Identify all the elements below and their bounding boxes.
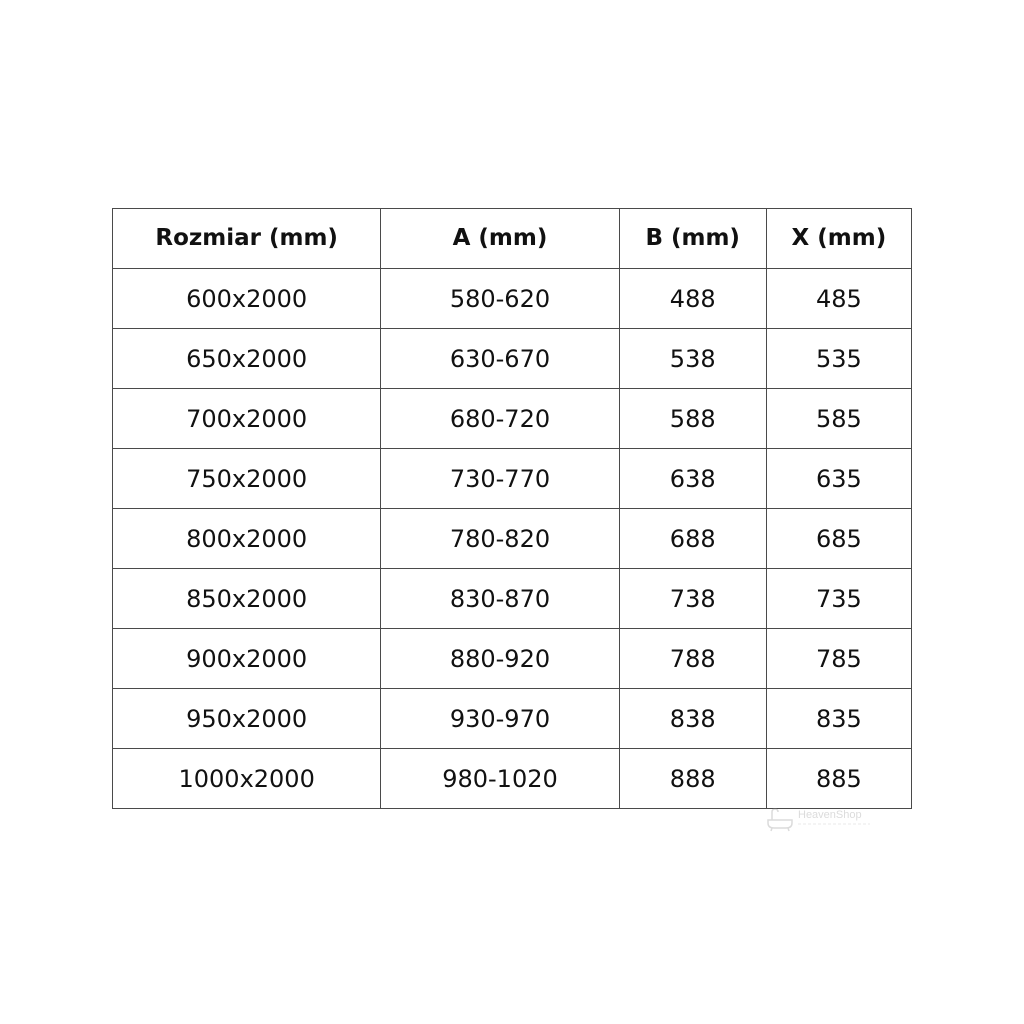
- cell-a: 880-920: [381, 629, 619, 689]
- cell-x: 485: [766, 269, 911, 329]
- cell-x: 585: [766, 389, 911, 449]
- table-row: [113, 269, 912, 329]
- header-x: X (mm): [766, 209, 911, 269]
- cell-b: 638: [619, 449, 766, 509]
- cell-size: 750x2000: [113, 449, 381, 509]
- cell-x: 735: [766, 569, 911, 629]
- table-row: [113, 449, 912, 509]
- cell-size: 850x2000: [113, 569, 381, 629]
- cell-x: 635: [766, 449, 911, 509]
- header-size: Rozmiar (mm): [113, 209, 381, 269]
- bathtub-icon: [766, 806, 878, 832]
- cell-x: 885: [766, 749, 911, 809]
- cell-a: 930-970: [381, 689, 619, 749]
- cell-b: 738: [619, 569, 766, 629]
- cell-b: 688: [619, 509, 766, 569]
- cell-x: 785: [766, 629, 911, 689]
- cell-a: 580-620: [381, 269, 619, 329]
- cell-a: 980-1020: [381, 749, 619, 809]
- cell-b: 488: [619, 269, 766, 329]
- size-table: [112, 208, 912, 809]
- cell-size: 700x2000: [113, 389, 381, 449]
- cell-size: 900x2000: [113, 629, 381, 689]
- cell-a: 830-870: [381, 569, 619, 629]
- cell-b: 838: [619, 689, 766, 749]
- table-row: [113, 749, 912, 809]
- header-b: B (mm): [619, 209, 766, 269]
- cell-size: 650x2000: [113, 329, 381, 389]
- table-header-row: [113, 209, 912, 269]
- table-row: [113, 509, 912, 569]
- cell-b: 538: [619, 329, 766, 389]
- header-a: A (mm): [381, 209, 619, 269]
- watermark-logo: [766, 806, 878, 832]
- cell-a: 780-820: [381, 509, 619, 569]
- table-row: [113, 389, 912, 449]
- cell-b: 588: [619, 389, 766, 449]
- cell-size: 1000x2000: [113, 749, 381, 809]
- table-row: [113, 569, 912, 629]
- cell-x: 535: [766, 329, 911, 389]
- cell-x: 835: [766, 689, 911, 749]
- table-row: [113, 629, 912, 689]
- cell-a: 730-770: [381, 449, 619, 509]
- cell-a: 630-670: [381, 329, 619, 389]
- cell-x: 685: [766, 509, 911, 569]
- cell-b: 888: [619, 749, 766, 809]
- cell-a: 680-720: [381, 389, 619, 449]
- cell-size: 800x2000: [113, 509, 381, 569]
- cell-size: 600x2000: [113, 269, 381, 329]
- table-row: [113, 689, 912, 749]
- watermark-text: HeavenShop: [798, 809, 862, 821]
- table-row: [113, 329, 912, 389]
- cell-b: 788: [619, 629, 766, 689]
- cell-size: 950x2000: [113, 689, 381, 749]
